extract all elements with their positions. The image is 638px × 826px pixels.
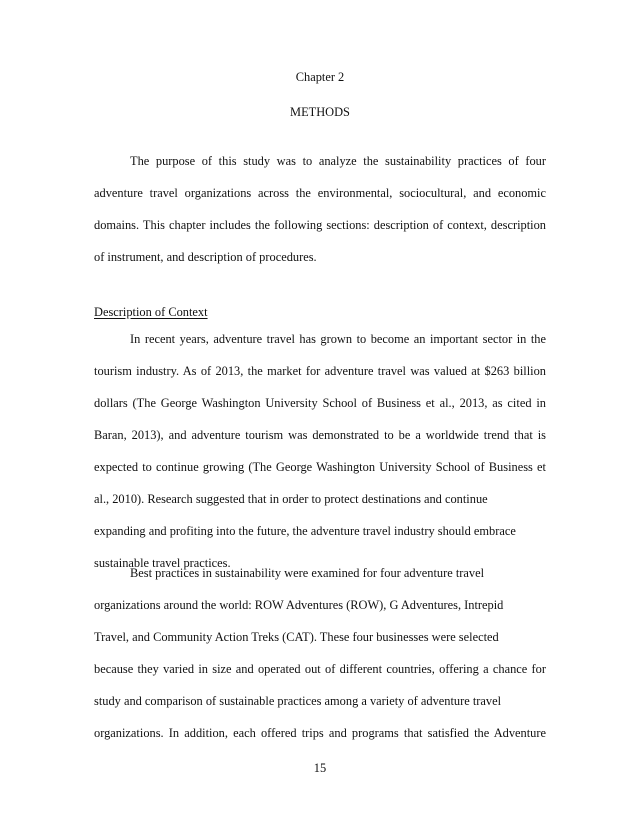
paragraph-line: The purpose of this study was to analyze the sustainability practices of four bbox=[130, 154, 546, 168]
paragraph-line: study and comparison of sustainable practices among a variety of adventure travel bbox=[94, 694, 502, 708]
paragraph-line: expanding and profiting into the future, the adventure travel industry should embrace bbox=[94, 524, 516, 538]
paragraph-line: Travel, and Community Action Treks (CAT). These four businesses were selected bbox=[94, 630, 499, 644]
paragraph-line: sustainable travel practices. bbox=[94, 556, 231, 570]
page-number: 15 bbox=[313, 761, 327, 775]
paragraph-line: dollars (The George Washington University School of Business et al., 2013, as cited in bbox=[94, 396, 546, 410]
paragraph-line: organizations. In addition, each offered trips and programs that satisfied the Adventure bbox=[94, 726, 546, 740]
chapter-label: Chapter 2 bbox=[295, 70, 345, 84]
paragraph-line: organizations around the world: ROW Adventures (ROW), G Adventures, Intrepid bbox=[94, 598, 504, 612]
paragraph-line: because they varied in size and operated out of different countries, offering a chance for bbox=[94, 662, 546, 676]
paragraph-line: of instrument, and description of procedures. bbox=[94, 250, 317, 264]
paragraph-line: In recent years, adventure travel has grown to become an important sector in the bbox=[130, 332, 546, 346]
paragraph-line: domains. This chapter includes the following sections: description of context, description bbox=[94, 218, 546, 232]
paragraph-line: Baran, 2013), and adventure tourism was demonstrated to be a worldwide trend that is bbox=[94, 428, 546, 442]
chapter-title: METHODS bbox=[290, 105, 350, 119]
paragraph-line: expected to continue growing (The George Washington University School of Business et bbox=[94, 460, 546, 474]
paragraph-line: tourism industry. As of 2013, the market for adventure travel was valued at $263 billion bbox=[94, 364, 546, 378]
paragraph-line: adventure travel organizations across the environmental, sociocultural, and economic bbox=[94, 186, 546, 200]
paragraph-line: Best practices in sustainability were examined for four adventure travel bbox=[130, 566, 485, 580]
context-paragraph-1 bbox=[94, 331, 546, 571]
context-paragraph-2 bbox=[94, 565, 546, 741]
intro-paragraph bbox=[94, 153, 546, 265]
section-heading: Description of Context bbox=[94, 305, 208, 319]
paragraph-line: al., 2010). Research suggested that in order to protect destinations and continue bbox=[94, 492, 488, 506]
